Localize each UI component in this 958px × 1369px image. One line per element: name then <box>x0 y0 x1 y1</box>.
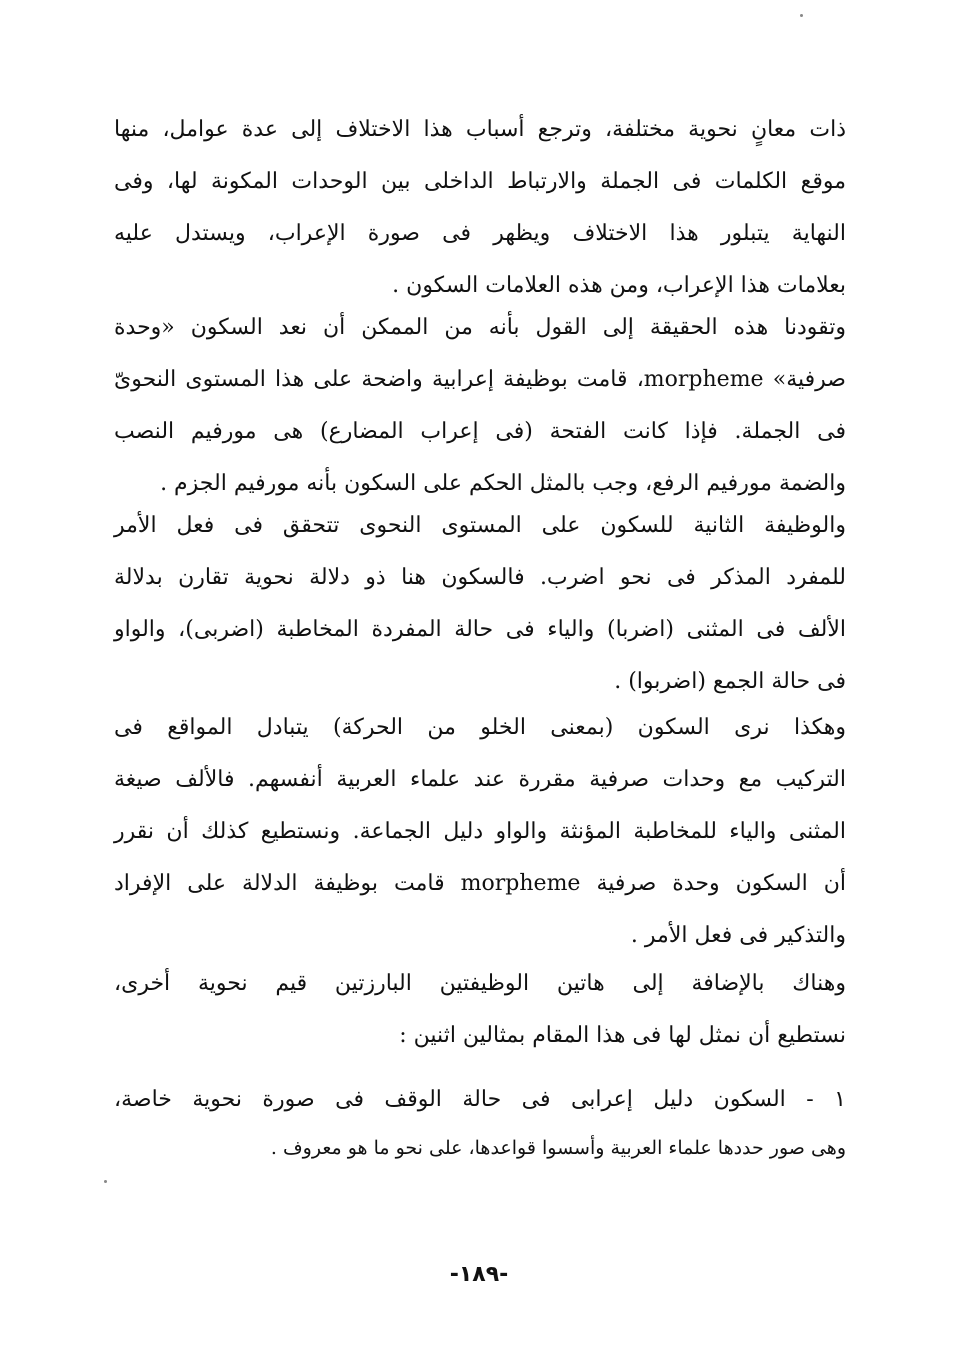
paragraph-1 <box>114 104 846 312</box>
text-line: ١ - السكون دليل إعرابى فى حالة الوقف فى صورة نحوية خاصة، <box>114 1087 846 1112</box>
text-line: المثنى والياء للمخاطبة المؤنثة والواو دليل الجماعة. ونستطيع كذلك أن نقرر <box>114 819 846 844</box>
text-line: النهاية يتبلور هذا الاختلاف ويظهر فى صورة الإعراب، ويستدل عليه <box>114 221 846 246</box>
text-line: نستطيع أن نمثل لها فى هذا المقام بمثالين اثنين : <box>399 1023 846 1048</box>
text-line: وهى صور حددها علماء العربية وأسسوا قواعدها، على نحو ما هو معروف . <box>270 1137 846 1159</box>
text-line: ذات معانٍ نحوية مختلفة، وترجع أسباب هذا الاختلاف إلى عدة عوامل، منها <box>114 117 846 142</box>
text-line: والوظيفة الثانية للسكون على المستوى النحوى تتحقق فى فعل الأمر <box>114 513 846 538</box>
text-line: وهكذا نرى السكون (بمعنى الخلو من الحركة) يتبادل المواقع فى <box>114 715 846 740</box>
list-item-1 <box>114 1074 846 1170</box>
paragraph-5 <box>114 958 846 1062</box>
page-number: -١٨٩- <box>449 1262 509 1287</box>
text-line: التركيب مع وحدات صرفية مقررة عند علماء العربية أنفسهم. فالألف صيغة <box>114 767 846 792</box>
text-line: فى الجملة. فإذا كانت الفتحة (فى إعراب المضارع) هى مورفيم النصب <box>114 419 846 444</box>
text-line: صرفية» morpheme، قامت بوظيفة إعرابية واضحة على هذا المستوى النحوىّ <box>114 367 846 392</box>
text-line: أن السكون وحدة صرفية morpheme قامت بوظيفة الدلالة على الإفراد <box>114 871 846 896</box>
text-line: موقع الكلمات فى الجملة والارتباط الداخلى بين الوحدات المكونة لها، وفى <box>114 169 846 194</box>
text-line: وتقودنا هذه الحقيقة إلى القول بأنه من الممكن أن نعد السكون «وحدة <box>114 315 846 340</box>
text-line: بعلامات هذا الإعراب، ومن هذه العلامات السكون . <box>392 273 846 298</box>
text-line: للمفرد المذكر فى نحو اضرب. فالسكون هنا ذو دلالة نحوية تقارن بدلالة <box>114 565 846 590</box>
paragraph-4 <box>114 702 846 962</box>
paragraph-2 <box>114 302 846 510</box>
text-line: وهناك بالإضافة إلى هاتين الوظيفتين البارزتين قيم نحوية أخرى، <box>114 971 846 996</box>
scan-speck <box>800 14 803 17</box>
text-line: فى حالة الجمع (اضربوا) . <box>614 669 846 694</box>
paragraph-3 <box>114 500 846 708</box>
text-line: والضمة مورفيم الرفع، وجب بالمثل الحكم على السكون بأنه مورفيم الجزم . <box>160 471 846 496</box>
text-line: والتذكير فى فعل الأمر . <box>630 923 846 948</box>
text-line: الألف فى المثنى (اضربا) والياء فى حالة المفردة المخاطبة (اضربى)، والواو <box>114 617 846 642</box>
scan-speck <box>104 1180 107 1183</box>
